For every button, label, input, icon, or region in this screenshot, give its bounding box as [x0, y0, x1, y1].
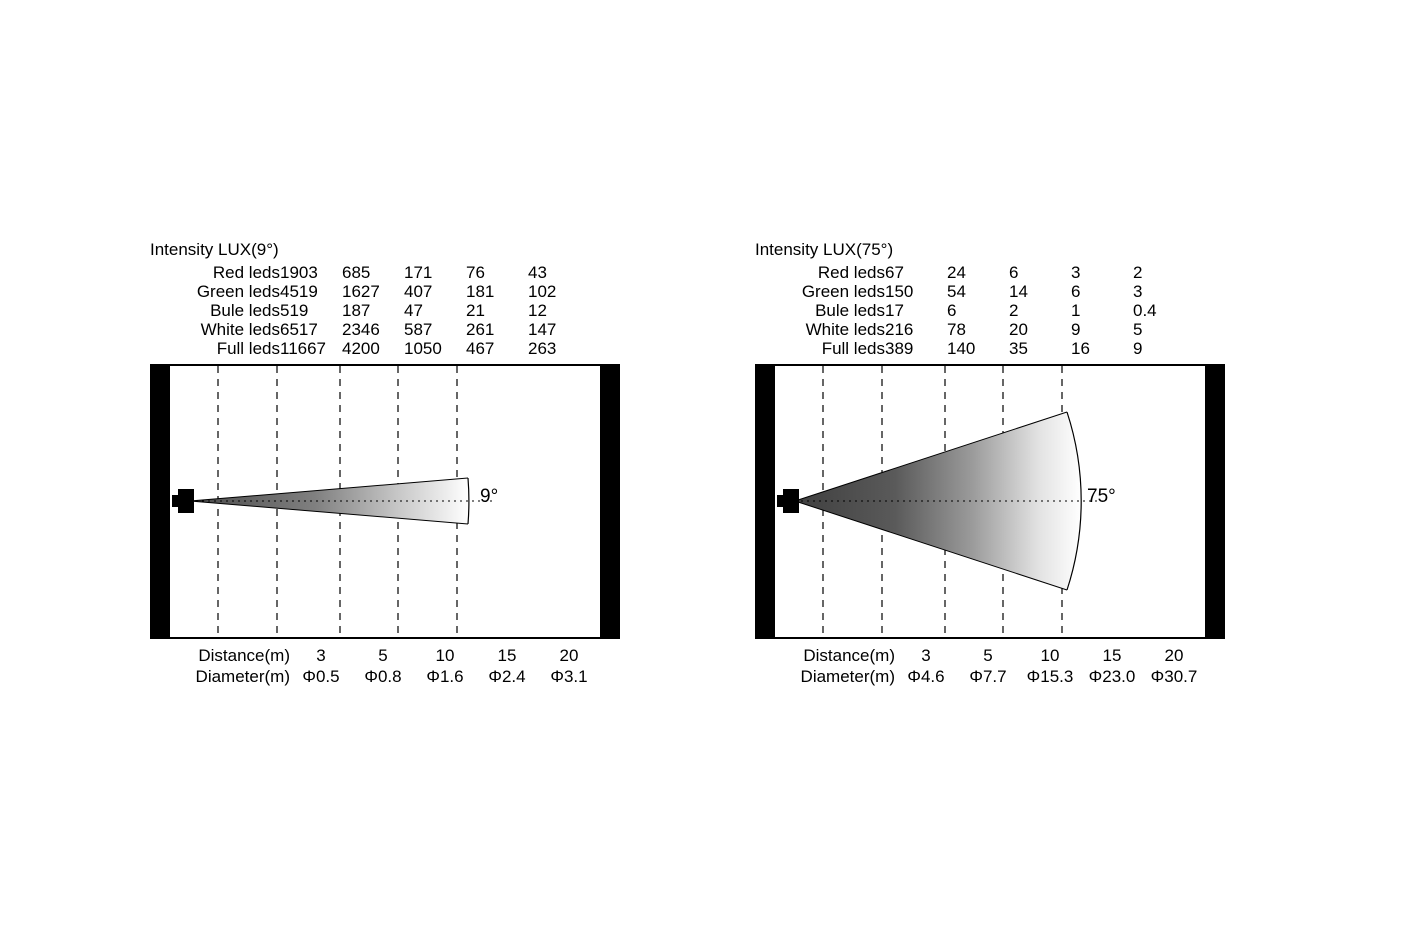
- value-white-20m-wide: 5: [1133, 320, 1143, 339]
- value-full-5m-wide: 140: [947, 339, 976, 358]
- value-green-5m: 1627: [342, 282, 380, 301]
- diameter-1-wide: Φ4.6: [907, 667, 945, 686]
- distance-label-narrow: Distance(m): [198, 646, 290, 665]
- value-red-20m: 43: [528, 263, 547, 282]
- diameter-2-narrow: Φ0.8: [364, 667, 402, 686]
- value-full-10m-wide: 35: [1009, 339, 1028, 358]
- distance-2-narrow: 5: [378, 646, 388, 665]
- lux-table-narrow: [150, 263, 590, 358]
- value-blue-10m-wide: 2: [1009, 301, 1019, 320]
- table-row: [150, 301, 590, 320]
- row-label-full: Full leds: [216, 339, 280, 358]
- value-white-10m-wide: 20: [1009, 320, 1028, 339]
- table-row: [755, 263, 1195, 282]
- diameter-4-narrow: Φ2.4: [488, 667, 526, 686]
- value-green-5m-wide: 54: [947, 282, 966, 301]
- row-label-blue: Bule leds: [210, 301, 280, 320]
- value-white-10m: 587: [404, 320, 433, 339]
- value-green-3m: 4519: [280, 282, 318, 301]
- value-full-20m: 263: [528, 339, 557, 358]
- distance-label-wide: Distance(m): [803, 646, 895, 665]
- beam-diagram-wide: [755, 364, 1245, 639]
- diameter-5-narrow: Φ3.1: [550, 667, 588, 686]
- diameter-3-wide: Φ15.3: [1026, 667, 1074, 686]
- diameter-1-narrow: Φ0.5: [302, 667, 340, 686]
- value-red-20m-wide: 2: [1133, 263, 1143, 282]
- value-full-3m: 11667: [280, 339, 327, 358]
- diameter-2-wide: Φ7.7: [969, 667, 1007, 686]
- value-red-10m: 171: [404, 263, 433, 282]
- distance-5-wide: 20: [1164, 646, 1184, 665]
- value-white-5m-wide: 78: [947, 320, 966, 339]
- row-label-red: Red leds: [212, 263, 280, 282]
- value-full-15m: 467: [466, 339, 495, 358]
- value-full-5m: 4200: [342, 339, 380, 358]
- value-red-15m: 76: [466, 263, 485, 282]
- distance-table-narrow: [150, 645, 600, 687]
- distance-5-narrow: 20: [559, 646, 579, 665]
- table-row: [150, 645, 600, 666]
- value-white-15m-wide: 9: [1071, 320, 1081, 339]
- value-green-10m-wide: 14: [1009, 282, 1028, 301]
- value-white-5m: 2346: [342, 320, 380, 339]
- value-green-3m-wide: 150: [885, 282, 914, 301]
- table-row: [150, 320, 590, 339]
- value-blue-3m-wide: 17: [885, 301, 904, 320]
- beam-panel-narrow: [150, 240, 640, 687]
- value-green-20m-wide: 3: [1133, 282, 1143, 301]
- value-blue-5m: 187: [342, 301, 371, 320]
- table-row: [755, 282, 1195, 301]
- angle-label-wide: 75°: [1087, 486, 1116, 507]
- value-white-20m: 147: [528, 320, 557, 339]
- value-green-15m: 181: [466, 282, 495, 301]
- beam-diagram-narrow: [150, 364, 640, 639]
- value-red-15m-wide: 3: [1071, 263, 1081, 282]
- table-row: [150, 263, 590, 282]
- value-full-3m-wide: 389: [885, 339, 914, 358]
- distance-3-narrow: 10: [435, 646, 455, 665]
- distance-2-wide: 5: [983, 646, 993, 665]
- table-row: [755, 320, 1195, 339]
- row-label-white-wide: White leds: [805, 320, 885, 339]
- distance-1-narrow: 3: [316, 646, 326, 665]
- value-red-5m: 685: [342, 263, 371, 282]
- value-full-15m-wide: 16: [1071, 339, 1090, 358]
- row-label-green: Green leds: [196, 282, 280, 301]
- value-full-20m-wide: 9: [1133, 339, 1143, 358]
- table-row: [755, 339, 1195, 358]
- diameter-label-wide: Diameter(m): [800, 667, 895, 686]
- value-blue-3m: 519: [280, 301, 309, 320]
- value-red-3m-wide: 67: [885, 263, 904, 282]
- table-row: [150, 339, 590, 358]
- row-label-white: White leds: [200, 320, 280, 339]
- distance-3-wide: 10: [1040, 646, 1060, 665]
- value-red-10m-wide: 6: [1009, 263, 1019, 282]
- value-blue-15m: 21: [466, 301, 485, 320]
- diameter-3-narrow: Φ1.6: [426, 667, 464, 686]
- value-green-20m: 102: [528, 282, 557, 301]
- value-red-5m-wide: 24: [947, 263, 966, 282]
- value-blue-15m-wide: 1: [1071, 301, 1081, 320]
- distance-4-narrow: 15: [497, 646, 517, 665]
- value-green-10m: 407: [404, 282, 433, 301]
- table-row: [755, 301, 1195, 320]
- row-label-green-wide: Green leds: [801, 282, 885, 301]
- intensity-title-narrow: Intensity LUX(9°): [150, 240, 279, 259]
- diameter-5-wide: Φ30.7: [1150, 667, 1198, 686]
- value-white-3m: 6517: [280, 320, 318, 339]
- table-row: [150, 282, 590, 301]
- table-row: [150, 666, 600, 687]
- table-row: [755, 645, 1205, 666]
- value-white-3m-wide: 216: [885, 320, 914, 339]
- distance-1-wide: 3: [921, 646, 931, 665]
- value-red-3m: 1903: [280, 263, 318, 282]
- row-label-red-wide: Red leds: [817, 263, 885, 282]
- distance-table-wide: [755, 645, 1205, 687]
- distance-4-wide: 15: [1102, 646, 1122, 665]
- angle-label-narrow: 9°: [480, 486, 499, 507]
- value-green-15m-wide: 6: [1071, 282, 1081, 301]
- value-full-10m: 1050: [404, 339, 442, 358]
- value-blue-5m-wide: 6: [947, 301, 957, 320]
- diameter-label-narrow: Diameter(m): [195, 667, 290, 686]
- row-label-full-wide: Full leds: [821, 339, 885, 358]
- lux-table-wide: [755, 263, 1195, 358]
- row-label-blue-wide: Bule leds: [815, 301, 885, 320]
- value-blue-20m: 12: [528, 301, 547, 320]
- value-blue-20m-wide: 0.4: [1133, 301, 1157, 320]
- value-white-15m: 261: [466, 320, 495, 339]
- value-blue-10m: 47: [404, 301, 423, 320]
- table-row: [755, 666, 1205, 687]
- diameter-4-wide: Φ23.0: [1088, 667, 1136, 686]
- intensity-title-wide: Intensity LUX(75°): [755, 240, 894, 259]
- beam-panel-wide: [755, 240, 1245, 687]
